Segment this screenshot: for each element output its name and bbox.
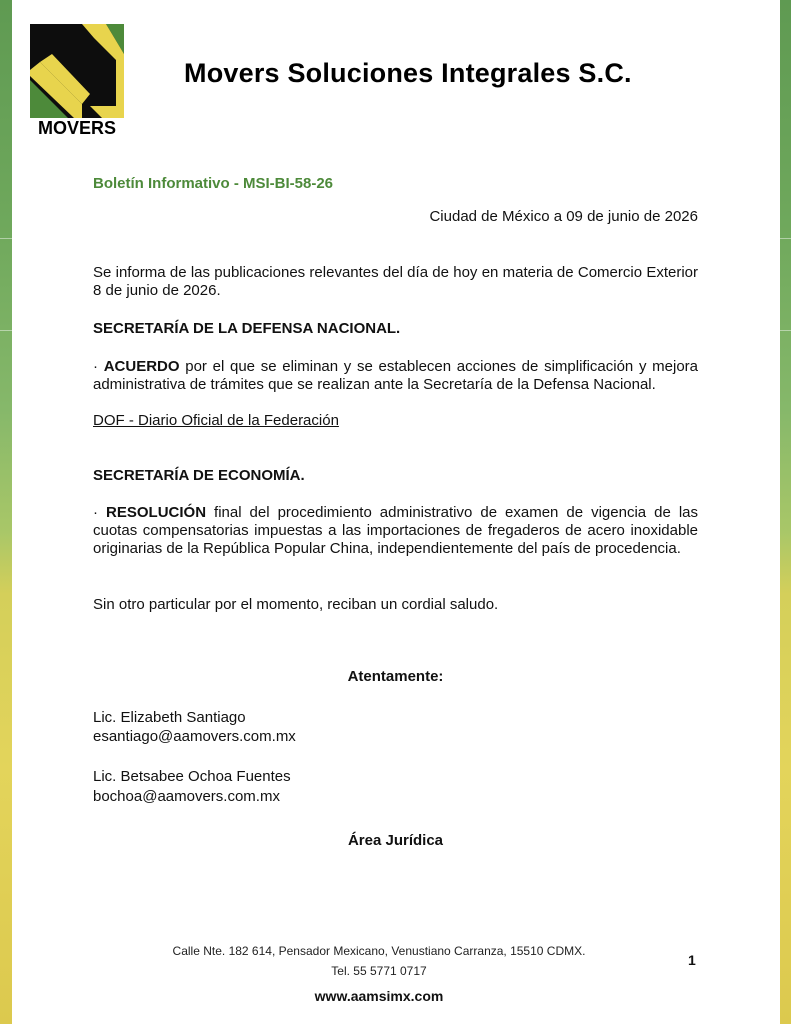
- bullet: ·: [93, 358, 98, 375]
- footer-website[interactable]: www.aamsimx.com: [314, 988, 444, 1004]
- movers-logo: [30, 24, 124, 136]
- dof-link[interactable]: DOF - Diario Oficial de la Federación: [93, 412, 339, 429]
- page-number: 1: [688, 952, 696, 968]
- signatory-email: esantiago@aamovers.com.mx: [93, 728, 296, 745]
- section-body-defensa: [93, 358, 698, 394]
- department: Área Jurídica: [347, 832, 444, 849]
- footer-address: Calle Nte. 182 614, Pensador Mexicano, Venustiano Carranza, 15510 CDMX.: [172, 944, 586, 958]
- section-text: final del procedimiento administrativo de examen de vigencia de las cuotas compensatorias impuestas a las importaciones de fregaderos de acero inoxidable originarias de la República Popular China, independientemente del país de procedencia.: [93, 504, 699, 557]
- section-body-economia: [93, 504, 698, 558]
- regards: Atentamente:: [347, 668, 444, 685]
- signatory-name: Lic. Betsabee Ochoa Fuentes: [93, 768, 291, 785]
- company-name: Movers Soluciones Integrales S.C.: [184, 58, 632, 88]
- intro-paragraph: Se informa de las publicaciones relevantes del día de hoy en materia de Comercio Exterior 8 de junio de 2026.: [93, 264, 698, 299]
- footer-phone: Tel. 55 5771 0717: [331, 964, 427, 978]
- keyword-resolucion: RESOLUCIÓN: [106, 504, 207, 521]
- signatory-name: Lic. Elizabeth Santiago: [93, 709, 246, 726]
- date-line: Ciudad de México a 09 de junio de 2026: [429, 208, 698, 225]
- bulletin-title: Boletín Informativo - MSI-BI-58-26: [93, 175, 334, 192]
- right-decorative-band: [780, 0, 791, 1024]
- closing-line: Sin otro particular por el momento, reciban un cordial saludo.: [93, 596, 499, 613]
- signatory-email: bochoa@aamovers.com.mx: [93, 788, 280, 805]
- keyword-acuerdo: ACUERDO: [103, 358, 180, 375]
- section-heading-economia: SECRETARÍA DE ECONOMÍA.: [93, 467, 305, 484]
- bullet: ·: [93, 504, 98, 521]
- section-text: por el que se eliminan y se establecen acciones de simplificación y mejora administrativa de trámites que se realizan ante la Secretaría de la Defensa Nacional.: [93, 358, 698, 393]
- logo-text: MOVERS: [37, 118, 117, 136]
- section-heading-defensa: SECRETARÍA DE LA DEFENSA NACIONAL.: [93, 320, 401, 337]
- left-decorative-band: [0, 0, 12, 1024]
